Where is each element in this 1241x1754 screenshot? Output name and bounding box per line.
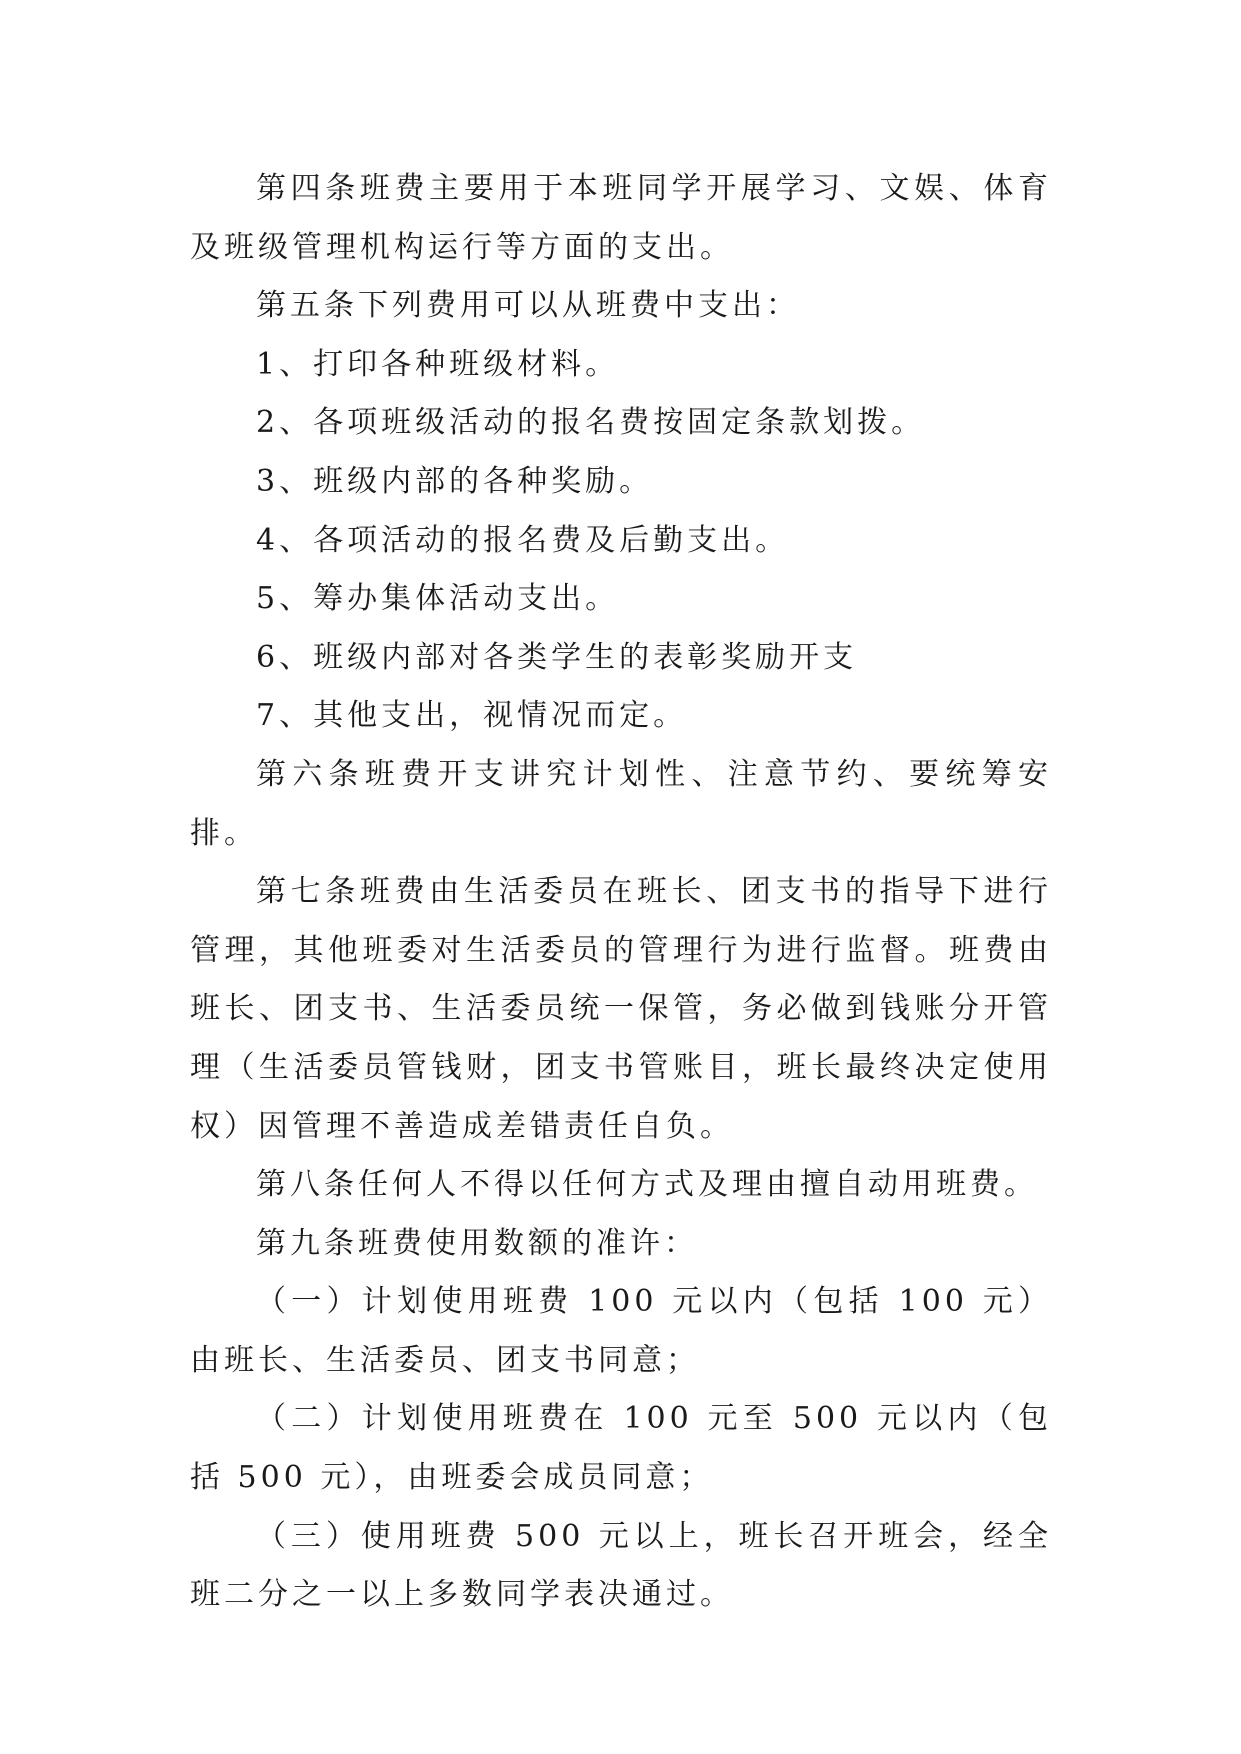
article-9-paragraph: 第九条班费使用数额的准许：: [256, 1225, 698, 1261]
article-5-paragraph: 第五条下列费用可以从班费中支出：: [256, 288, 800, 324]
list-item: 7、其他支出，视情况而定。: [256, 698, 688, 734]
list-item: 6、班级内部对各类学生的表彰奖励开支: [256, 639, 858, 675]
list-item: 2、各项班级活动的报名费按固定条款划拨。: [256, 405, 926, 441]
article-7-paragraph: 第七条班费由生活委员在班长、团支书的指导下进行管理，其他班委对生活委员的管理行为进行监督。班费由班长、团支书、生活委员统一保管，务必做到钱账分开管理（生活委员管钱财，团支书管账目，班长最终决定使用权）因管理不善造成差错责任自负。: [190, 874, 1052, 1144]
article-8-paragraph: 第八条任何人不得以任何方式及理由擅自动用班费。: [256, 1167, 1038, 1203]
article-4-paragraph: 第四条班费主要用于本班同学开展学习、文娱、体育及班级管理机构运行等方面的支出。: [190, 171, 1052, 265]
sub-clause: （三）使用班费 500 元以上，班长召开班会，经全班二分之一以上多数同学表决通过。: [190, 1518, 1052, 1613]
list-item: 1、打印各种班级材料。: [256, 346, 620, 382]
article-6-paragraph: 第六条班费开支讲究计划性、注意节约、要统筹安排。: [190, 756, 1052, 851]
list-item: 4、各项活动的报名费及后勤支出。: [256, 522, 790, 558]
list-item: 5、筹办集体活动支出。: [256, 581, 620, 617]
sub-clause: （二）计划使用班费在 100 元至 500 元以内（包括 500 元），由班委会成员同意；: [190, 1401, 1052, 1496]
list-item: 3、班级内部的各种奖励。: [256, 463, 654, 499]
sub-clause: （一）计划使用班费 100 元以内（包括 100 元）由班长、生活委员、团支书同意；: [190, 1284, 1052, 1378]
document-body: [190, 160, 1052, 1625]
